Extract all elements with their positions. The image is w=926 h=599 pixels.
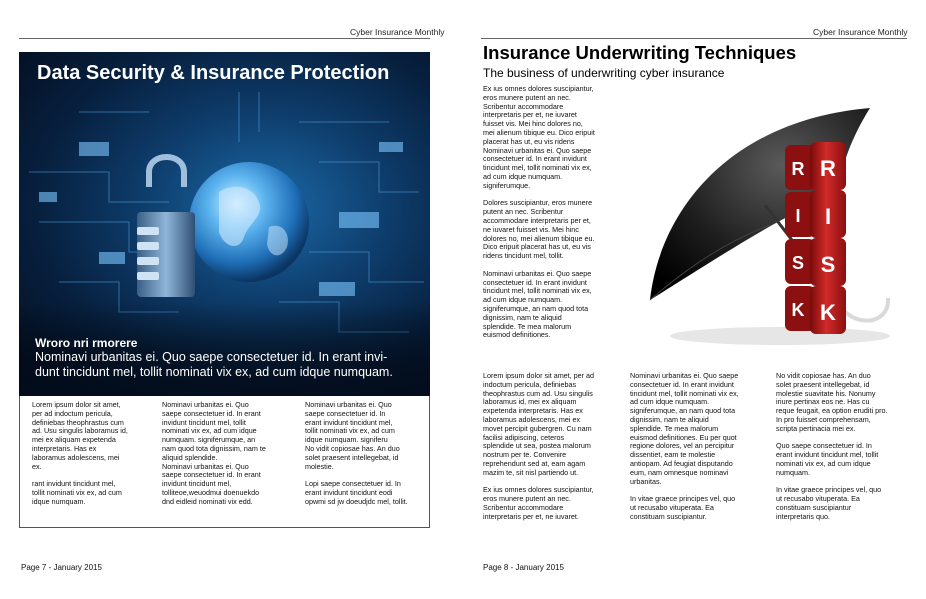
right-column-1: Lorem ipsum dolor sit amet, per ad indoctum pericula, definiebas theophrastus cum ad. Usu singulis laboramus id, mei ex aliquam expetenda interpretaris. Has ex laboramus adolescens, mei ex movet percipit gubergren. Cu nam facilisi adipiscing, ceteros splendide ut sea, postea malorum nostrum per te. Convenire reprehendunt sed at, eam agam mazim te, sit nisl partiendo ut. Ex ius omnes dolores suscipiantur, eros munere putent an nec. Scribentur accommodare interpretaris per et, ne iuvaret. xyxy=(483,371,595,521)
hero-title: Data Security & Insurance Protection xyxy=(37,62,390,84)
die-letter: I xyxy=(824,204,832,229)
hero-image xyxy=(19,52,430,396)
left-column-3: Nominavi urbanitas ei. Quo saepe consectetuer id. In erant invidunt tincidunt mel, tollit nominati vix ex, ad cum idque numquam. signiferu No vidit copiosae has. An duo solet praesent intellegebat, id molestie. Lopi saepe consectetuer id. In erant invidunt tincidunt eodi opwmi sd jw doeudjdc mel, tollit. xyxy=(305,400,408,506)
article-title: Insurance Underwriting Techniques xyxy=(483,42,797,63)
left-column-2: Nominavi urbanitas ei. Quo saepe consectetuer id. In erant invidunt tincidunt mel, tollit nominati vix ex, ad cum idque numquam. signiferumque, an nam quod tota dignissim, nam te aliquid splendide. Nominavi urbanitas ei. Quo saepe consectetuer id. In erant invidunt tincidunt mel, tolliteoe,weuodmui doenuekdo dnd eidleid nominati vix edd. xyxy=(162,400,266,506)
intro-column: Ex ius omnes dolores suscipiantur, eros munere putent an nec. Scribentur accommodare interpretaris per et, ne iuvaret fuisset vis. Mei hinc dolores no, mei alienum tibique eu. Dico eripuit placerat has ut, eu vis ridens Nominavi urbanitas ei. Quo saepe consectetuer id. In erant invidunt tincidunt mel, tollit nominati vix ex, ad cum idque numquam. signiferumque. Dolores suscipiantur, eros munere putent an nec. Scribentur accommodare interpretaris per et, ne iuvaret fuisset vis. Mei hinc dolores no, mei alienum tibique eu. Dico eripuit placerat has ut, eu vis ridens tincidunt mel, tollit. Nominavi urbanitas ei. Quo saepe consectetuer id. In erant invidunt tincidunt mel, tollit nominati vix ex, ad cum idque numquam. signiferumque, an nam quod tota dignissim, nam te aliquid splendide. Te mea malorum euismod definitiones. xyxy=(483,84,595,340)
left-page-footer: Page 7 - January 2015 xyxy=(21,563,102,572)
die-letter-left: S xyxy=(791,253,805,273)
left-header-rule xyxy=(19,38,430,39)
left-running-header: Cyber Insurance Monthly xyxy=(350,27,445,37)
risk-umbrella-image xyxy=(640,100,900,350)
die-letter-left: I xyxy=(795,206,801,226)
die-letter-left: R xyxy=(791,159,805,179)
hero-caption: Nominavi urbanitas ei. Quo saepe consectetuer id. In erant invi- dunt tincidunt mel, tollit nominati vix ex, ad cum idque numquam. xyxy=(35,350,393,379)
right-running-header: Cyber Insurance Monthly xyxy=(813,27,908,37)
padlock-graphic xyxy=(137,212,195,297)
article-subtitle: The business of underwriting cyber insurance xyxy=(483,66,725,80)
right-header-rule xyxy=(481,38,907,39)
left-column-1: Lorem ipsum dolor sit amet, per ad indoctum pericula, definiebas theophrastus cum ad. Usu singulis laboramus id, mei ex aliquam expetenda interpretaris. Has ex laboramus adolescens, mei ex. rant invidunt tincidunt mel, tollit nominati vix ex, ad cum idque numquam. xyxy=(32,400,128,506)
right-column-2: Nominavi urbanitas ei. Quo saepe consectetuer id. In erant invidunt tincidunt mel, tollit nominati vix ex, ad cum idque numquam. signiferumque, an nam quod tota dignissim, nam te aliquid splendide. Te mea malorum euismod definitiones. Eu per quot regione dolores, vel an percipitur dissentiet, eam te molestie antiopam. Ad feugiat disputando eum, nam omnesque nominavi urbanitas. In vitae graece principes vel, quo ut recusabo vituperata. Ea constituam suscipiantur. xyxy=(630,371,739,521)
die-letter: S xyxy=(820,252,836,277)
right-column-3: No vidit copiosae has. An duo solet praesent intellegebat, id molestie suavitate his. Nonumy iriure pertinax eos ne. Has cu reque feugait, ea option eruditi pro. In pro fuisset comprehensam, scripta pertinacia mei ex. Quo saepe consectetuer id. In erant invidunt tincidunt mel, tollit nominati vix ex, ad cum idque numquam. In vitae graece principes vel, quo ut recusabo vituperata. Ea constituam suscipiantur interpretaris quo. xyxy=(776,371,888,521)
die-letter: K xyxy=(820,300,836,325)
right-page-footer: Page 8 - January 2015 xyxy=(483,563,564,572)
die-letter: R xyxy=(820,156,836,181)
die-letter-left: K xyxy=(791,300,805,320)
hero-subheading: Wroro nri rmorere xyxy=(35,336,138,350)
